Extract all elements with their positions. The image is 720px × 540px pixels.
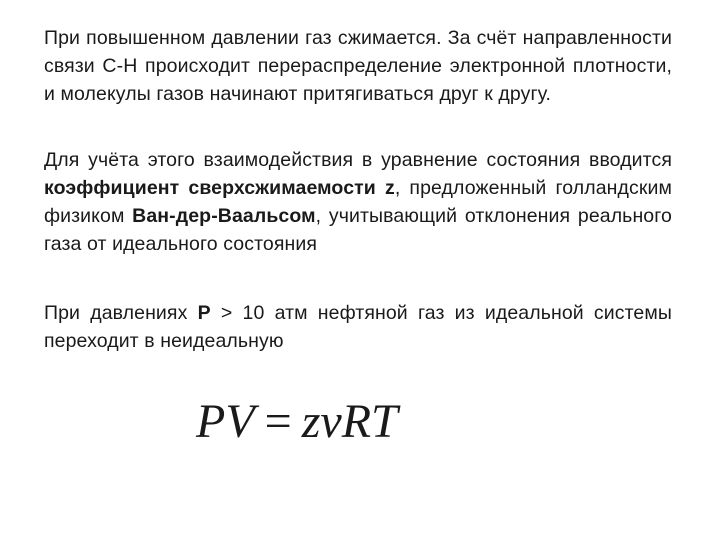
- term-van-der-waals: Ван-дер-Ваальсом: [132, 205, 316, 227]
- paragraph-pressure-threshold: [44, 299, 672, 355]
- formula-lhs: PV: [196, 395, 255, 448]
- paragraph-text-segment: > 10 атм нефтяной газ из идеальной системы переходит в неидеальную: [44, 302, 672, 352]
- paragraph-text-segment: , предложенный голландским физиком: [44, 177, 672, 227]
- paragraph-compressibility-factor: [44, 146, 672, 258]
- paragraph-compression: [44, 24, 672, 108]
- term-pressure-symbol: Р: [197, 302, 211, 324]
- formula-equals-sign: =: [264, 395, 292, 448]
- paragraph-text-segment: Для учёта этого взаимодействия в уравнение состояния вводится: [44, 149, 672, 171]
- paragraph-compression-text: При повышенном давлении газ сжимается. За счёт направленности связи С-Н происходит перераспределение электронной плотности, и молекулы газов начинают притягиваться друг к другу.: [44, 27, 672, 105]
- equation-of-state-formula: [196, 392, 466, 452]
- term-compressibility-factor: коэффициент сверхсжимаемости z: [44, 177, 395, 199]
- paragraph-text-segment: При давлениях: [44, 302, 198, 324]
- paragraph-text-segment: , учитывающий отклонения реального газа от идеального состояния: [44, 205, 672, 255]
- formula-rhs: zνRT: [301, 395, 398, 448]
